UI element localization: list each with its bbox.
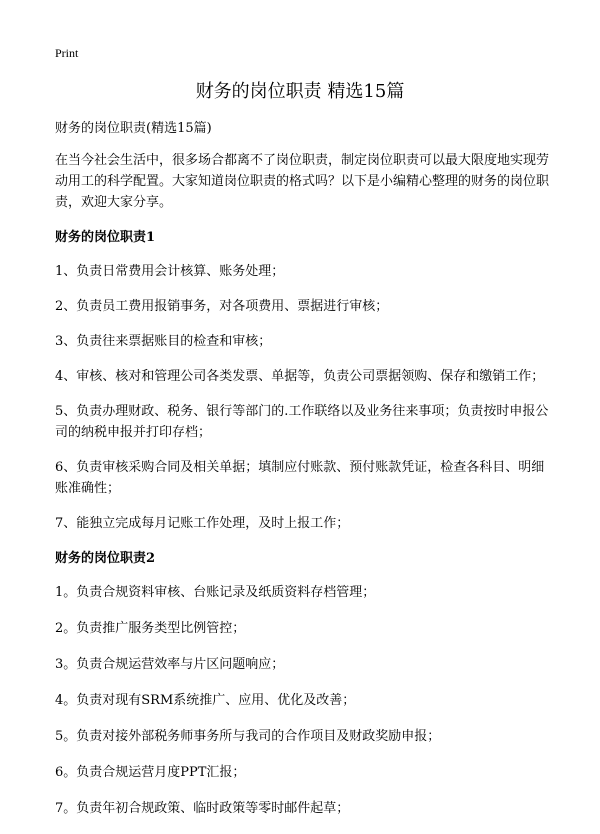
list-item: 4、审核、核对和管理公司各类发票、单据等，负责公司票据领购、保存和缴销工作； <box>55 369 545 384</box>
document-body <box>55 118 550 834</box>
intro-paragraph: 在当今社会生活中，很多场合都离不了岗位职责，制定岗位职责可以最大限度地实现劳动用工的科学配置。大家知道岗位职责的格式吗？以下是小编精心整理的财务的岗位职责，欢迎大家分享。 <box>55 153 550 210</box>
list-item: 5、负责办理财政、税务、银行等部门的.工作联络以及业务往来事项；负责按时申报公司的纳税申报并打印存档； <box>55 404 549 440</box>
list-item: 6。负责合规运营月度PPT汇报； <box>55 765 246 780</box>
list-item: 3、负责往来票据账目的检查和审核； <box>55 334 272 349</box>
list-item: 3。负责合规运营效率与片区问题响应； <box>55 657 285 672</box>
list-item: 2、负责员工费用报销事务，对各项费用、票据进行审核； <box>55 299 389 314</box>
list-item: 7。负责年初合规政策、临时政策等零时邮件起草； <box>55 801 350 816</box>
list-item: 5。负责对接外部税务师事务所与我司的合作项目及财政奖励申报； <box>55 729 441 744</box>
section-duties-2 <box>55 548 550 819</box>
section-duties-1 <box>55 227 550 534</box>
document-title: 财务的岗位职责 精选15篇 <box>195 81 405 102</box>
list-item: 7、能独立完成每月记账工作处理，及时上报工作； <box>55 516 350 531</box>
list-item: 1、负责日常费用会计核算、账务处理； <box>55 264 285 279</box>
list-item: 2。负责推广服务类型比例管控； <box>55 621 246 636</box>
list-item: 1。负责合规资料审核、台账记录及纸质资料存档管理； <box>55 585 376 600</box>
list-item: 4。负责对现有SRM系统推广、应用、优化及改善； <box>55 693 356 708</box>
print-label: Print <box>55 46 79 60</box>
section-heading: 财务的岗位职责1 <box>55 230 156 245</box>
section-heading: 财务的岗位职责2 <box>55 551 156 566</box>
list-item: 6、负责审核采购合同及相关单据；填制应付账款、预付账款凭证，检查各科目、明细账准确性； <box>55 460 545 496</box>
document-subtitle: 财务的岗位职责(精选15篇) <box>55 121 212 136</box>
